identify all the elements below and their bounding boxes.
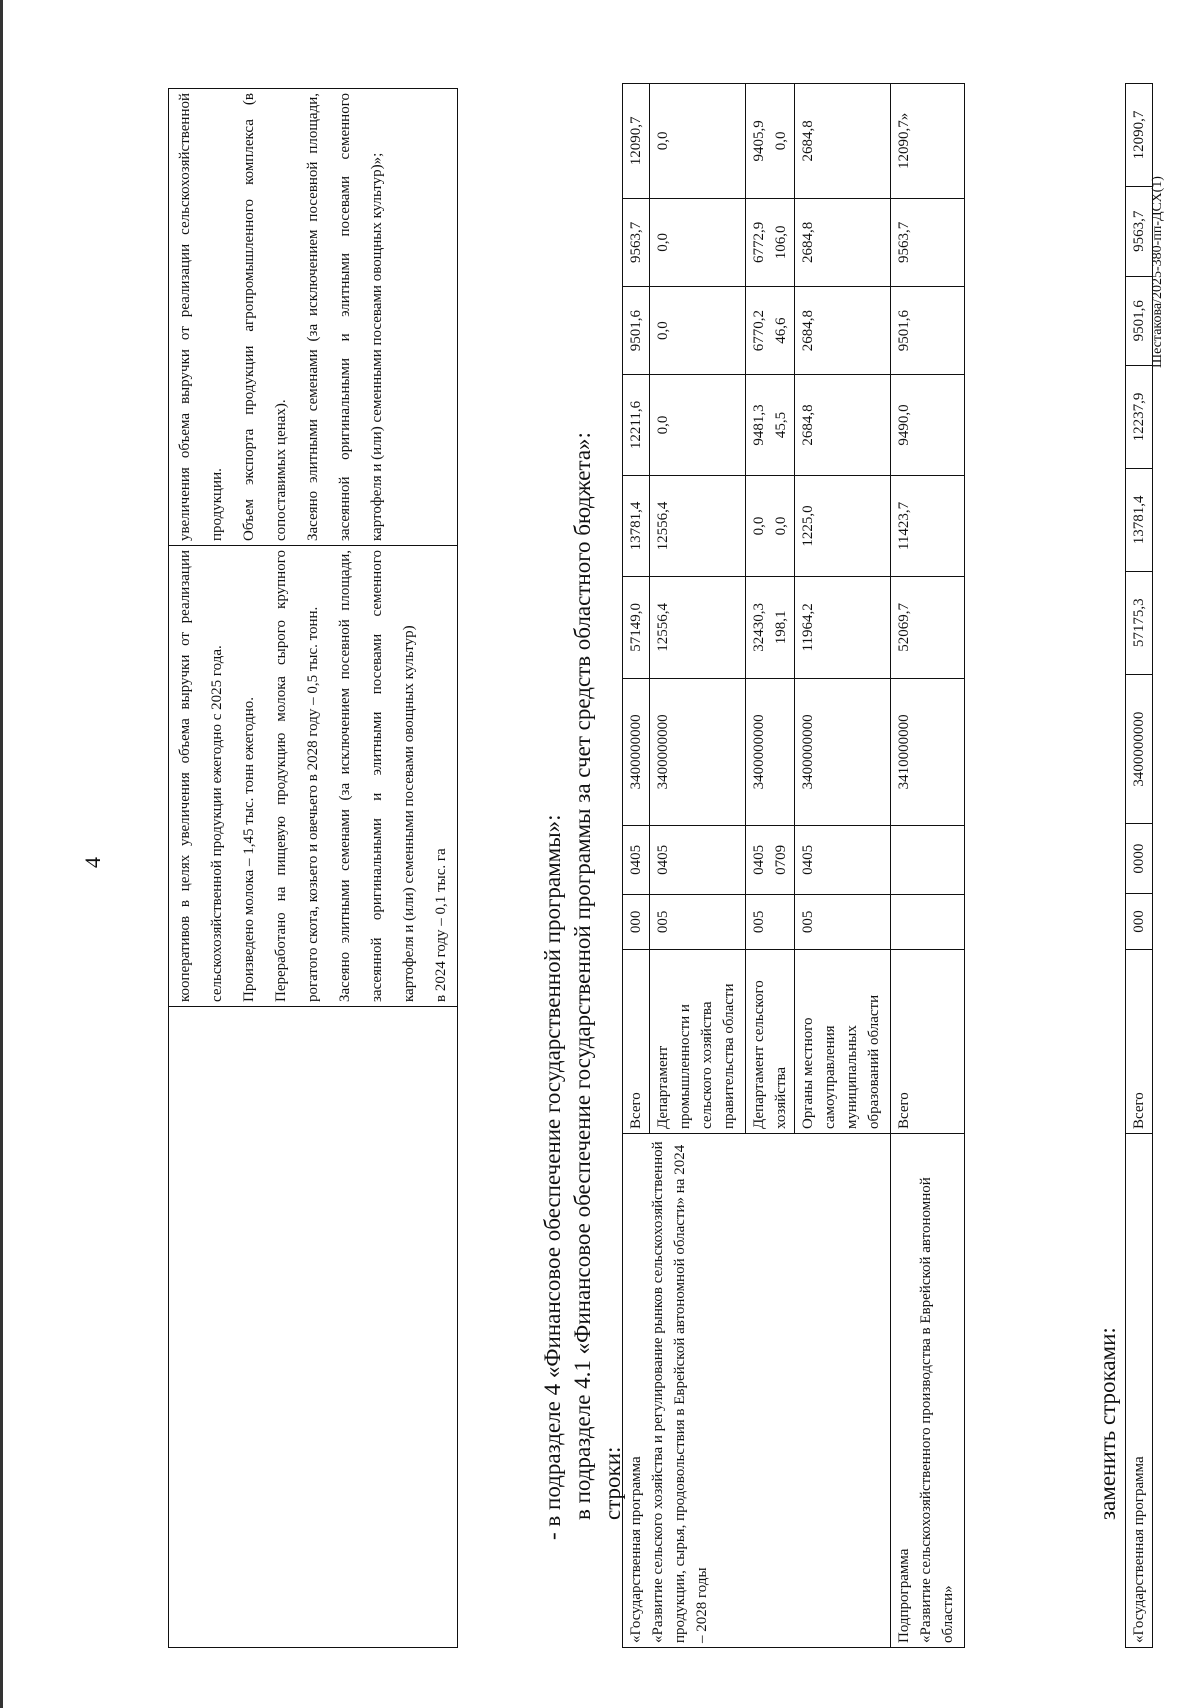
table-row (1126, 84, 1153, 1648)
value-cell: 9405,9 0,0 (746, 84, 795, 199)
value-cell: 13781,4 (1126, 468, 1153, 571)
grbs-cell: 005 (746, 894, 795, 949)
results-text: увеличения объема выручки от реализации сельскохозяйственной продукции. Объем экспорта продукции агропромышленного комплекса (в сопоставимых ценах). Засеяно элитными семенами (за исключением посевной площади, засеянной оригинальными и элитными посевами семенного картофеля и (или) семенными посевами овощных культур)»; (177, 93, 385, 541)
value-cell: 0,0 (650, 375, 746, 475)
value-cell: 57149,0 (623, 577, 650, 678)
finance-table-new (1125, 83, 1153, 1648)
value-cell: 6770,2 46,6 (746, 286, 795, 374)
heading-replace: заменить строками: (1095, 1327, 1120, 1520)
subprogram-name-cell: Подпрограмма «Развитие сельскохозяйственного производства в Еврейской автономной области» (891, 1134, 965, 1648)
indicators-text: кооперативов в целях увеличения объема выручки от реализации сельскохозяйственной продукции ежегодно с 2025 года. Произведено молока – 1,45 тыс. тонн ежегодно. Переработано на пищевую продукцию молока сырого крупного рогатого скота, козьего и овечьего в 2028 году – 0,5 тыс. тонн. Засеяно элитными семенами (за исключением посевной площади, засеянной оригинальными и элитными посевами семенного картофеля и (или) семенными посевами овощных культур) в 2024 году – 0,1 тыс. га (177, 550, 449, 1002)
program-name-cell: «Государственная программа (1126, 1134, 1153, 1648)
value-cell: 0,0 (650, 198, 746, 286)
rz-cell (891, 826, 965, 895)
grbs-cell: 000 (623, 894, 650, 949)
value-cell: 9481,3 45,5 (746, 375, 795, 475)
exec-cell: Департамент промышленности и сельского хозяйства правительства области (650, 950, 746, 1134)
heading-subsection-4-1: в подразделе 4.1 «Финансовое обеспечение государственной программы за счет средств областного бюджета»: (570, 432, 595, 1520)
csr-cell: 3400000000 (746, 678, 795, 826)
value-cell: 9501,6 (1126, 276, 1153, 366)
value-cell: 0,0 0,0 (746, 475, 795, 576)
value-cell: 9490,0 (891, 375, 965, 475)
value-cell: 9501,6 (623, 286, 650, 374)
value-cell: 12090,7 (1126, 84, 1153, 187)
table-row (891, 84, 965, 1648)
exec-cell: Департамент сельского хозяйства (746, 950, 795, 1134)
value-cell: 2684,8 (795, 375, 891, 475)
csr-cell: 3410000000 (891, 678, 965, 826)
value-cell: 0,0 (650, 286, 746, 374)
value-cell: 2684,8 (795, 84, 891, 199)
rz-cell: 0405 (623, 826, 650, 895)
value-cell: 0,0 (650, 84, 746, 199)
grbs-cell: 000 (1126, 893, 1153, 949)
table-row (623, 84, 650, 1648)
program-name-cell: «Государственная программа «Развитие сельского хозяйства и регулирование рынков сельскохозяйственной продукции, сырья, продовольствия в Еврейской автономной области» на 2024 – 2028 годы (623, 1134, 891, 1648)
grbs-cell: 005 (650, 894, 746, 949)
value-cell: 52069,7 (891, 577, 965, 678)
csr-cell: 3400000000 (650, 678, 746, 826)
goals-table (168, 88, 458, 1648)
value-cell: 1225,0 (795, 475, 891, 576)
finance-table-old (622, 83, 965, 1648)
value-cell: 9501,6 (891, 286, 965, 374)
document-footer: Шестакова/2025-380-пп-ДСХ(1) (1150, 176, 1165, 368)
grbs-cell: 005 (795, 894, 891, 949)
value-cell: 2684,8 (795, 198, 891, 286)
value-cell: 9563,7 (1126, 186, 1153, 276)
exec-cell: Всего (1126, 950, 1153, 1134)
value-cell: 12237,9 (1126, 366, 1153, 469)
csr-cell: 3400000000 (623, 678, 650, 826)
value-cell: 9563,7 (891, 198, 965, 286)
csr-cell: 3400000000 (795, 678, 891, 826)
page-number: 4 (80, 857, 105, 868)
heading-subsection-4: - в подразделе 4 «Финансовое обеспечение государственной программы»: (540, 814, 565, 1540)
value-cell: 12556,4 (650, 577, 746, 678)
value-cell: 9563,7 (623, 198, 650, 286)
indicators-cell (169, 546, 458, 1007)
exec-cell: Всего (623, 950, 650, 1134)
csr-cell: 3400000000 (1126, 674, 1153, 824)
value-cell: 12556,4 (650, 475, 746, 576)
value-cell: 12090,7» (891, 84, 965, 199)
empty-cell (169, 1007, 458, 1648)
value-cell: 6772,9 106,0 (746, 198, 795, 286)
results-cell (169, 89, 458, 546)
rz-cell: 0000 (1126, 824, 1153, 893)
value-cell: 11964,2 (795, 577, 891, 678)
value-cell: 13781,4 (623, 475, 650, 576)
value-cell: 2684,8 (795, 286, 891, 374)
rz-cell: 0405 (650, 826, 746, 895)
value-cell: 32430,3 198,1 (746, 577, 795, 678)
rz-cell: 0405 (795, 826, 891, 895)
rz-cell: 0405 0709 (746, 826, 795, 895)
scan-edge (0, 0, 3, 1708)
value-cell: 12211,6 (623, 375, 650, 475)
heading-rows: строки: (600, 1446, 625, 1520)
value-cell: 12090,7 (623, 84, 650, 199)
exec-cell: Органы местного самоуправления муниципальных образований области (795, 950, 891, 1134)
exec-cell: Всего (891, 950, 965, 1134)
grbs-cell (891, 894, 965, 949)
value-cell: 57175,3 (1126, 571, 1153, 674)
value-cell: 11423,7 (891, 475, 965, 576)
